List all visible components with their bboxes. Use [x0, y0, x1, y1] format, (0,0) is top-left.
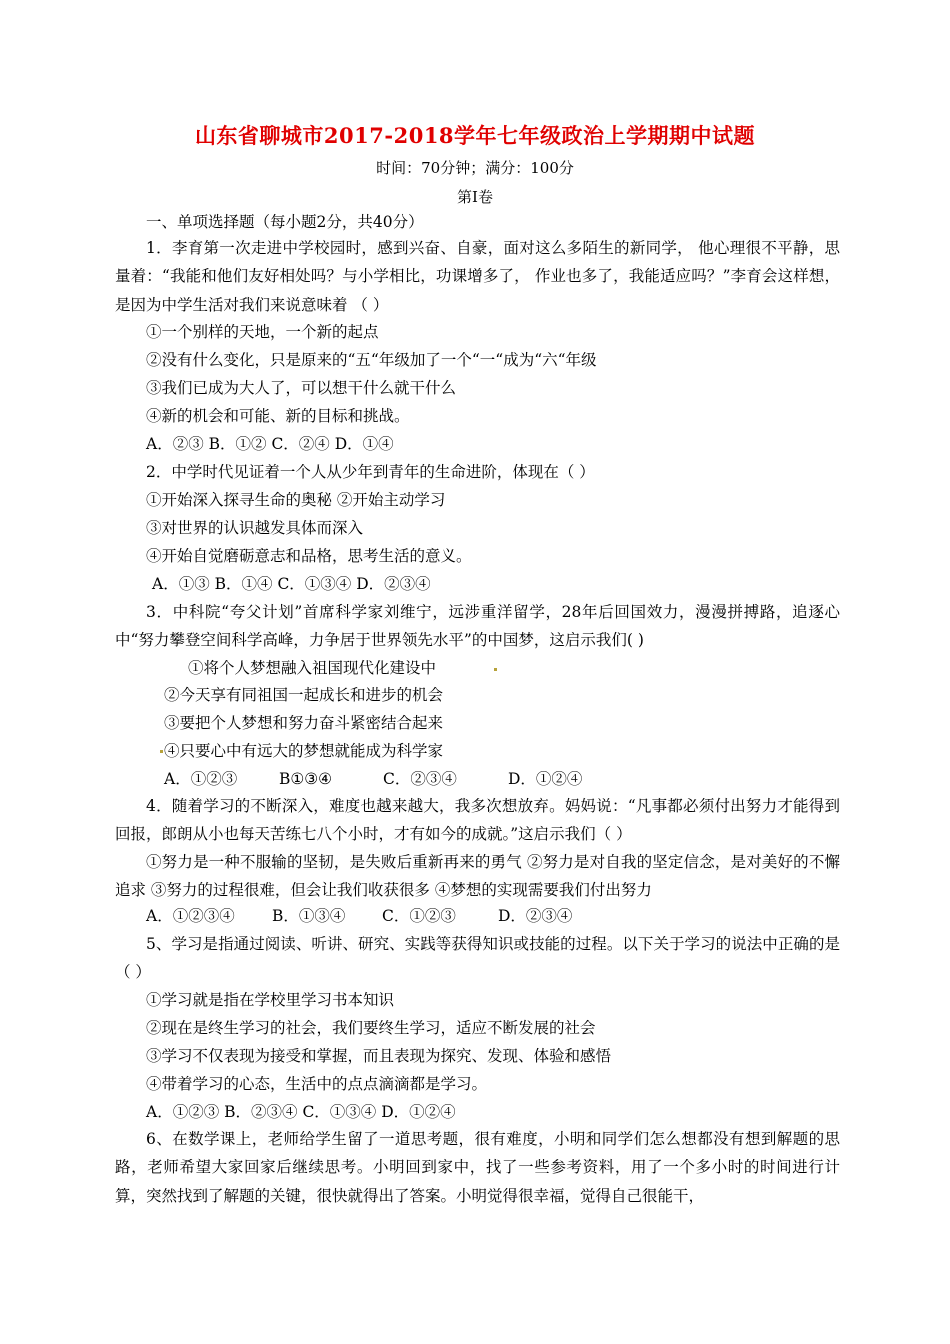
question-5-option-4: ④带着学习的心态，生活中的点点滴滴都是学习。: [146, 1075, 488, 1093]
exam-title: 山东省聊城市2017-2018学年七年级政治上学期期中试题: [194, 123, 756, 148]
volume-label: 第Ⅰ卷: [457, 188, 493, 206]
question-4-choice-a: A．①②③④: [146, 907, 235, 925]
question-2-option-3: ④开始自觉磨砺意志和品格，思考生活的意义。: [146, 547, 472, 565]
question-3-option-4: ④只要心中有远大的梦想就能成为科学家: [164, 742, 444, 760]
question-1-option-3: ③我们已成为大人了，可以想干什么就干什么: [146, 379, 457, 397]
question-2-stem: 2．中学时代见证着一个人从少年到青年的生命进阶，体现在（ ）: [146, 463, 595, 481]
question-1-option-1: ①一个别样的天地，一个新的起点: [146, 323, 379, 341]
question-1-stem: 1．李育第一次走进中学校园时，感到兴奋、自豪，面对这么多陌生的新同学， 他心理很不平静，思量着：“我能和他们友好相处吗？与小学相比，功课增多了， 作业也多了，我能适应吗？”李育会这样想，是因为中学生活对我们来说意味着 （ ）: [115, 239, 840, 314]
question-4-choice-c: C．①②③: [382, 907, 456, 925]
question-3-option-1: ①将个人梦想融入祖国现代化建设中: [188, 659, 437, 677]
question-3-choice-d: D．①②④: [508, 770, 583, 788]
question-5-option-1: ①学习就是指在学校里学习书本知识: [146, 991, 395, 1009]
question-3-stem: 3．中科院“夸父计划”首席科学家刘维宁，远涉重洋留学，28年后回国效力，漫漫拼搏路，追逐心中“努力攀登空间科学高峰，力争居于世界领先水平”的中国梦，这启示我们( ): [115, 603, 840, 650]
question-2-option-2: ③对世界的认识越发具体而深入: [146, 519, 364, 537]
question-5-stem: 5、学习是指通过阅读、听讲、研究、实践等获得知识或技能的过程。以下关于学习的说法中正确的是（ ）: [115, 935, 840, 982]
question-1-option-2: ②没有什么变化，只是原来的“五“年级加了一个“一“成为“六“年级: [146, 351, 597, 369]
question-4-options: ①努力是一种不服输的坚韧，是失败后重新再来的勇气 ②努力是对自我的坚定信念，是对美好的不懈追求 ③努力的过程很难，但会让我们收获很多 ④梦想的实现需要我们付出努力: [115, 853, 840, 900]
question-3-choice-b: B①③④: [279, 770, 333, 788]
question-2-option-1: ①开始深入探寻生命的奥秘 ②开始主动学习: [146, 491, 446, 509]
question-6-stem: 6、在数学课上，老师给学生留了一道思考题，很有难度，小明和同学们怎么想都没有想到解题的思路，老师希望大家回家后继续思考。小明回到家中，找了一些参考资料，用了一个多小时的时间进行计算，突然找到了解题的关键，很快就得出了答案。小明觉得很幸福，觉得自己很能干，: [115, 1130, 840, 1205]
exam-meta: 时间：70分钟；满分：100分: [376, 159, 574, 177]
question-3-option-3: ③要把个人梦想和努力奋斗紧密结合起来: [164, 714, 444, 732]
question-5-choices: A．①②③ B．②③④ C．①③④ D．①②④: [146, 1103, 456, 1121]
question-1-option-4: ④新的机会和可能、新的目标和挑战。: [146, 407, 410, 425]
question-3-option-2: ②今天享有同祖国一起成长和进步的机会: [164, 686, 444, 704]
stray-mark: [160, 750, 163, 753]
question-1-choices: A．②③ B．①② C．②④ D．①④: [146, 435, 394, 453]
question-3-choice-c: C．②③④: [383, 770, 457, 788]
question-2-choices: A．①③ B．①④ C．①③④ D．②③④: [152, 575, 431, 593]
section-heading: 一、单项选择题（每小题2分，共40分）: [146, 213, 424, 231]
question-3-choice-a: A．①②③: [164, 770, 238, 788]
question-4-stem: 4．随着学习的不断深入，难度也越来越大，我多次想放弃。妈妈说：“凡事都必须付出努力才能得到回报，郎朗从小也每天苦练七八个小时，才有如今的成就。”这启示我们（ ）: [115, 797, 840, 844]
question-4-choice-b: B．①③④: [272, 907, 346, 925]
question-4-choice-d: D．②③④: [498, 907, 573, 925]
stray-mark: [494, 668, 497, 671]
question-5-option-2: ②现在是终生学习的社会，我们要终生学习，适应不断发展的社会: [146, 1019, 596, 1037]
question-5-option-3: ③学习不仅表现为接受和掌握，而且表现为探究、发现、体验和感悟: [146, 1047, 612, 1065]
